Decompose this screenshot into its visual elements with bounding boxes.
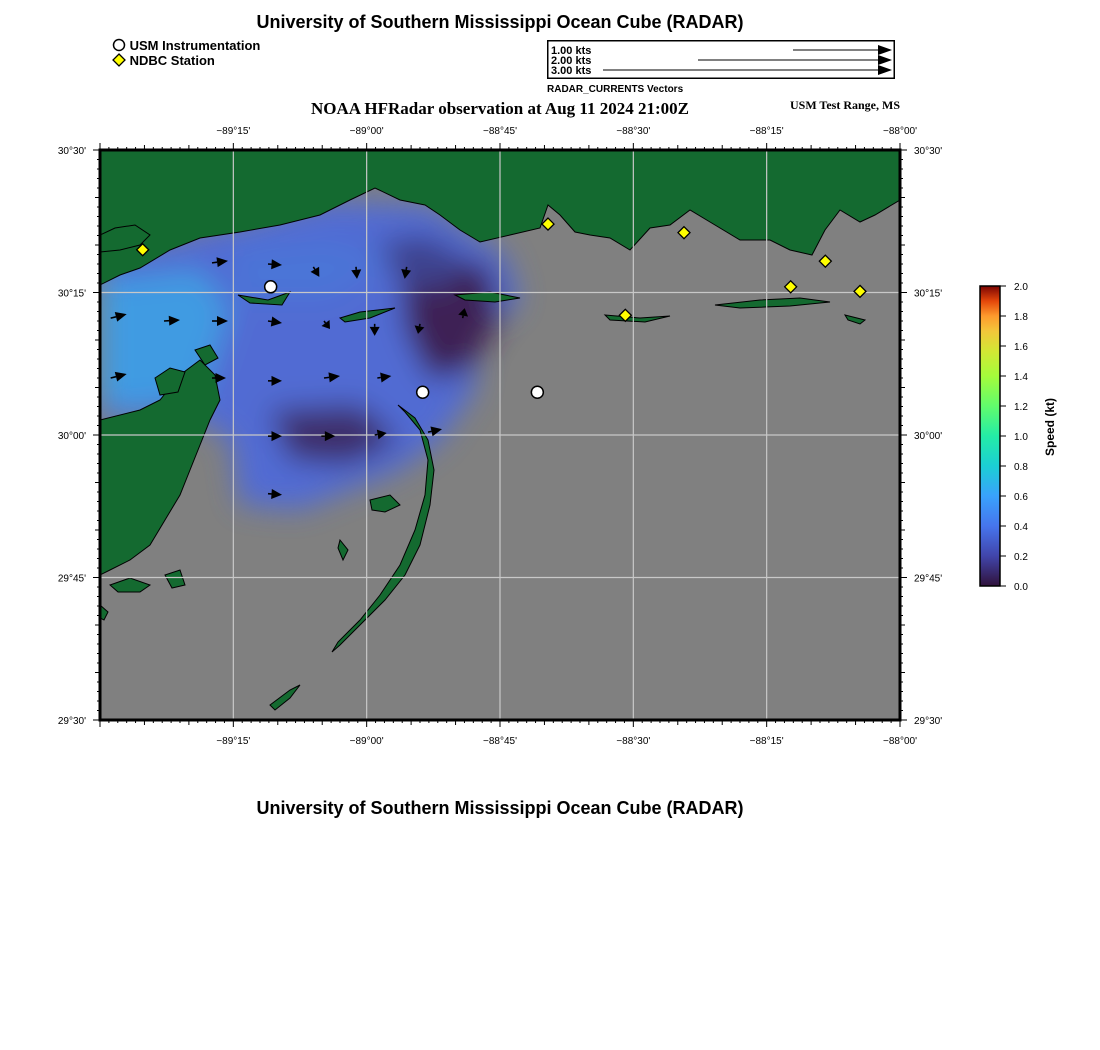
vector-scale-box <box>547 40 895 79</box>
colorbar-tick-label: 1.6 <box>1014 342 1028 353</box>
lat-label-left: 30°15' <box>57 288 86 300</box>
lon-label-top: −88°00' <box>883 126 917 137</box>
colorbar-ticks <box>1000 282 1028 593</box>
lon-label-top: −88°45' <box>483 126 517 137</box>
colorbar-tick-label: 0.4 <box>1014 522 1028 533</box>
usm-circle-icon <box>112 38 126 52</box>
usm-station-marker[interactable] <box>417 386 429 398</box>
lon-label-top: −89°00' <box>349 126 384 137</box>
page-title: University of Southern Mississippi Ocean Cube (RADAR) <box>256 12 744 32</box>
range-label: USM Test Range, MS <box>789 98 900 112</box>
lon-label-bottom: −89°00' <box>349 736 384 747</box>
colorbar-tick-label: 1.4 <box>1014 372 1028 383</box>
lat-label-right: 29°30' <box>914 716 943 727</box>
colorbar-tick-label: 1.0 <box>1014 432 1028 443</box>
colorbar-tick-label: 1.8 <box>1014 312 1028 323</box>
lon-label-top: −88°15' <box>749 126 784 137</box>
lat-label-right: 30°30' <box>914 146 943 157</box>
lon-label-bottom: −88°30' <box>616 736 651 747</box>
lat-label-left: 29°45' <box>57 573 86 585</box>
vector-scale-caption: RADAR_CURRENTS Vectors <box>547 84 684 95</box>
speed-colorbar <box>970 278 1080 598</box>
vector-scale-label: 2.00 kts <box>551 55 592 67</box>
lon-label-bottom: −88°45' <box>483 736 517 747</box>
colorbar-tick-label: 1.2 <box>1014 402 1028 413</box>
vector-scale-label: 3.00 kts <box>551 65 592 77</box>
lat-label-right: 29°45' <box>914 573 943 585</box>
colorbar-tick-label: 0.2 <box>1014 552 1028 563</box>
lat-label-right: 30°15' <box>914 288 943 300</box>
lon-label-top: −89°15' <box>216 126 251 137</box>
lat-label-left: 29°30' <box>57 716 86 727</box>
colorbar-tick-label: 0.8 <box>1014 462 1028 473</box>
colorbar-gradient <box>980 286 1000 586</box>
lon-label-bottom: −88°15' <box>749 736 784 747</box>
lon-label-bottom: −88°00' <box>883 736 917 747</box>
colorbar-tick-label: 2.0 <box>1014 282 1028 293</box>
legend-ndbc-label: NDBC Station <box>129 53 215 68</box>
usm-station-marker[interactable] <box>265 281 277 293</box>
legend-usm <box>112 38 260 53</box>
colorbar-tick-label: 0.0 <box>1014 582 1028 593</box>
colorbar-label: Speed (kt) <box>1043 398 1057 457</box>
lon-label-top: −88°30' <box>616 126 651 137</box>
usm-station-marker[interactable] <box>531 386 543 398</box>
legend-usm-label: USM Instrumentation <box>129 38 261 53</box>
colorbar-tick-label: 0.6 <box>1014 492 1028 503</box>
vector-scale-label: 1.00 kts <box>551 45 592 57</box>
ndbc-diamond-icon <box>112 53 126 67</box>
observation-title: NOAA HFRadar observation at Aug 11 2024 21:00Z <box>311 99 689 118</box>
lon-label-bottom: −89°15' <box>216 736 251 747</box>
legend-ndbc <box>112 53 215 68</box>
footer-title: University of Southern Mississippi Ocean Cube (RADAR) <box>256 798 744 818</box>
lat-label-left: 30°30' <box>57 146 86 157</box>
lat-label-left: 30°00' <box>57 431 86 442</box>
radar-map[interactable] <box>0 120 1000 760</box>
lat-label-right: 30°00' <box>914 431 943 442</box>
